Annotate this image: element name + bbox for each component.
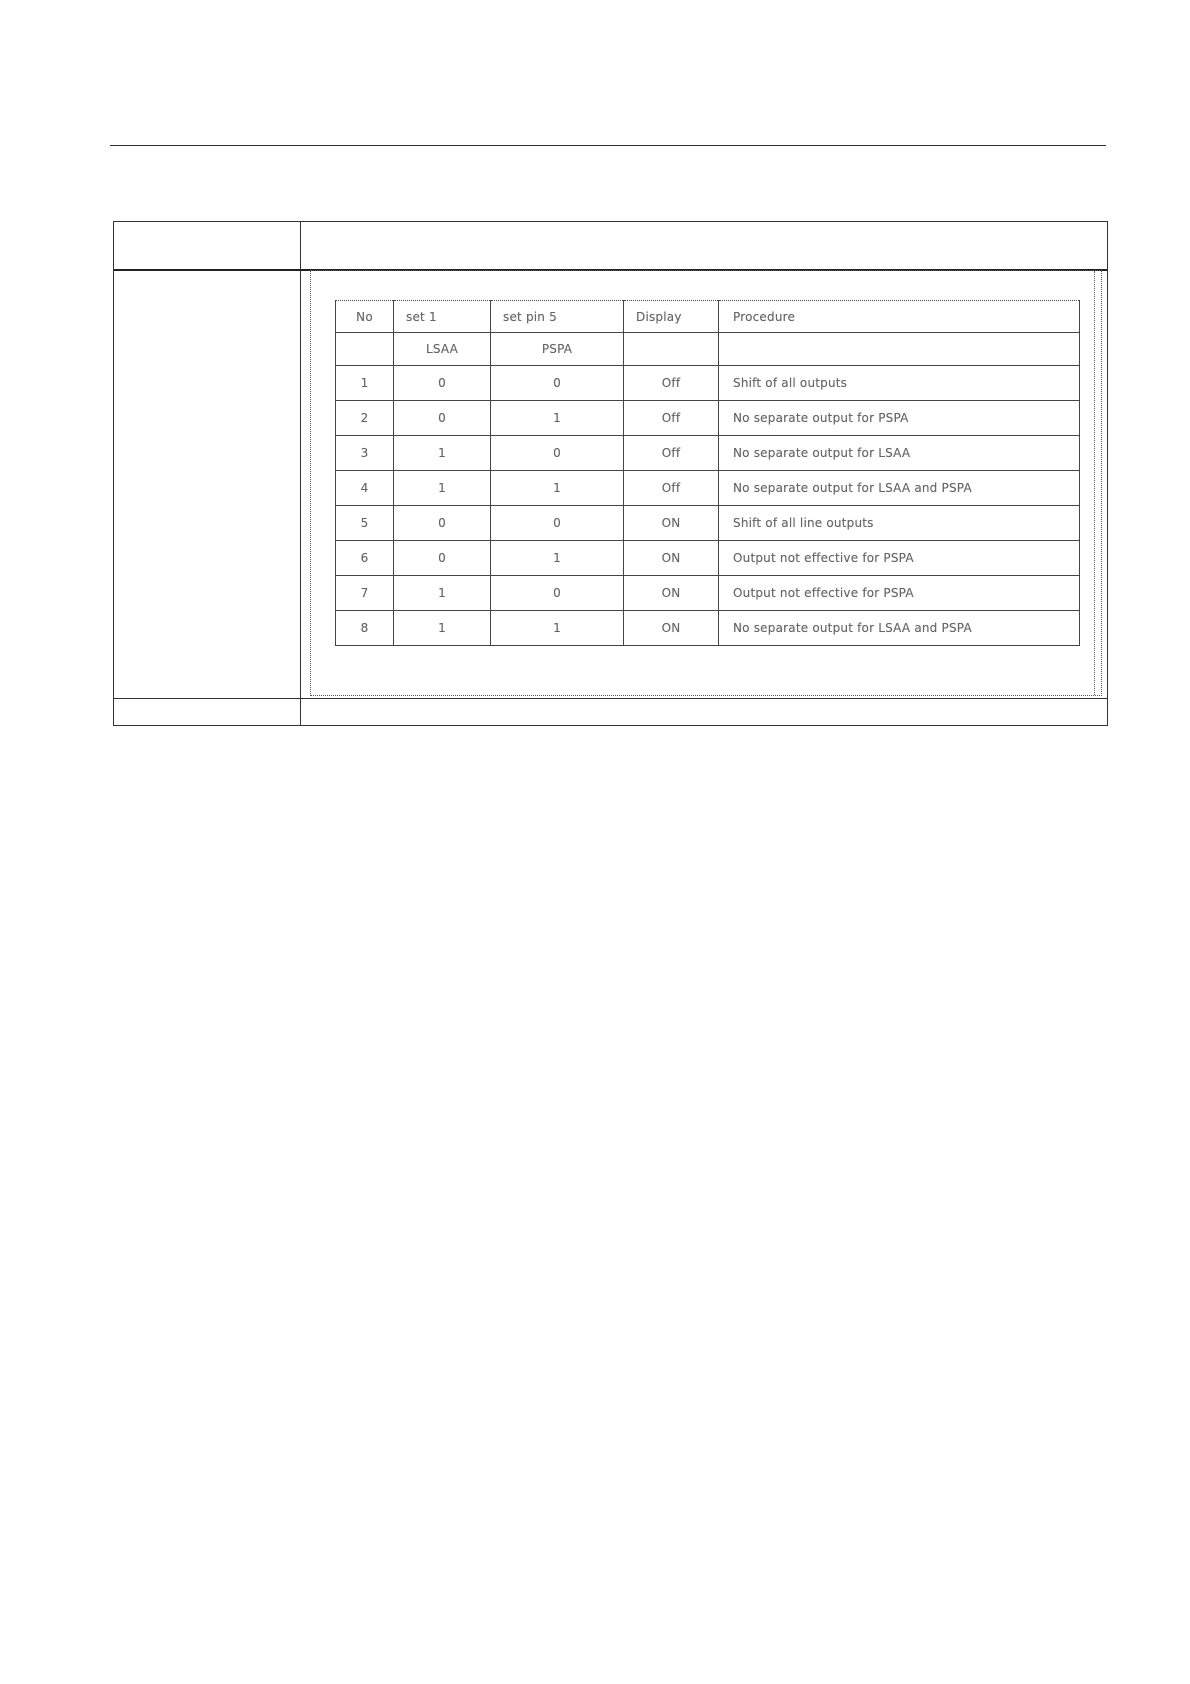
cell-lsaa: 0 bbox=[394, 366, 491, 401]
cell-display: Off bbox=[624, 436, 719, 471]
cell-display: ON bbox=[624, 576, 719, 611]
cell-pspa: 1 bbox=[491, 401, 624, 436]
subheader-cell bbox=[336, 333, 394, 366]
subheader-cell bbox=[719, 333, 1080, 366]
cell-display: Off bbox=[624, 401, 719, 436]
cell-lsaa: 0 bbox=[394, 506, 491, 541]
cell-no: 7 bbox=[336, 576, 394, 611]
header-cell: Display bbox=[624, 301, 719, 333]
cell-pspa: 0 bbox=[491, 506, 624, 541]
cell-no: 3 bbox=[336, 436, 394, 471]
table-row bbox=[336, 506, 1080, 541]
cell-no: 1 bbox=[336, 366, 394, 401]
cell-display: Off bbox=[624, 471, 719, 506]
procedure-table bbox=[335, 300, 1080, 646]
cell-procedure: No separate output for LSAA and PSPA bbox=[719, 611, 1080, 646]
footer-row-rule bbox=[114, 698, 1107, 699]
cell-lsaa: 1 bbox=[394, 576, 491, 611]
table-row bbox=[336, 366, 1080, 401]
subheader-cell bbox=[624, 333, 719, 366]
cell-pspa: 0 bbox=[491, 436, 624, 471]
cell-no: 6 bbox=[336, 541, 394, 576]
cell-display: ON bbox=[624, 541, 719, 576]
cell-lsaa: 0 bbox=[394, 541, 491, 576]
cell-display: Off bbox=[624, 366, 719, 401]
table-row bbox=[336, 436, 1080, 471]
table-header-row bbox=[336, 301, 1080, 333]
header-cell: No bbox=[336, 301, 394, 333]
table-row bbox=[336, 541, 1080, 576]
cell-no: 8 bbox=[336, 611, 394, 646]
cell-procedure: No separate output for LSAA and PSPA bbox=[719, 471, 1080, 506]
header-cell: Procedure bbox=[719, 301, 1080, 333]
header-rule bbox=[110, 145, 1106, 146]
table-row bbox=[336, 471, 1080, 506]
cell-pspa: 1 bbox=[491, 611, 624, 646]
cell-pspa: 1 bbox=[491, 471, 624, 506]
header-cell: set pin 5 bbox=[491, 301, 624, 333]
cell-no: 5 bbox=[336, 506, 394, 541]
header-cell: set 1 bbox=[394, 301, 491, 333]
embedded-figure-frame bbox=[310, 270, 1102, 696]
table-row bbox=[336, 576, 1080, 611]
cell-display: ON bbox=[624, 611, 719, 646]
subheader-cell: PSPA bbox=[491, 333, 624, 366]
cell-lsaa: 1 bbox=[394, 611, 491, 646]
cell-procedure: No separate output for LSAA bbox=[719, 436, 1080, 471]
cell-lsaa: 0 bbox=[394, 401, 491, 436]
table-row bbox=[336, 401, 1080, 436]
cell-procedure: Output not effective for PSPA bbox=[719, 576, 1080, 611]
cell-procedure: Output not effective for PSPA bbox=[719, 541, 1080, 576]
cell-pspa: 0 bbox=[491, 576, 624, 611]
table-row bbox=[336, 611, 1080, 646]
cell-procedure: No separate output for PSPA bbox=[719, 401, 1080, 436]
cell-procedure: Shift of all outputs bbox=[719, 366, 1080, 401]
document-table bbox=[113, 221, 1108, 726]
cell-pspa: 1 bbox=[491, 541, 624, 576]
cell-lsaa: 1 bbox=[394, 436, 491, 471]
cell-pspa: 0 bbox=[491, 366, 624, 401]
cell-display: ON bbox=[624, 506, 719, 541]
subheader-cell: LSAA bbox=[394, 333, 491, 366]
column-divider bbox=[300, 222, 301, 725]
table-subheader-row bbox=[336, 333, 1080, 366]
cell-no: 2 bbox=[336, 401, 394, 436]
cell-lsaa: 1 bbox=[394, 471, 491, 506]
cell-procedure: Shift of all line outputs bbox=[719, 506, 1080, 541]
cell-no: 4 bbox=[336, 471, 394, 506]
